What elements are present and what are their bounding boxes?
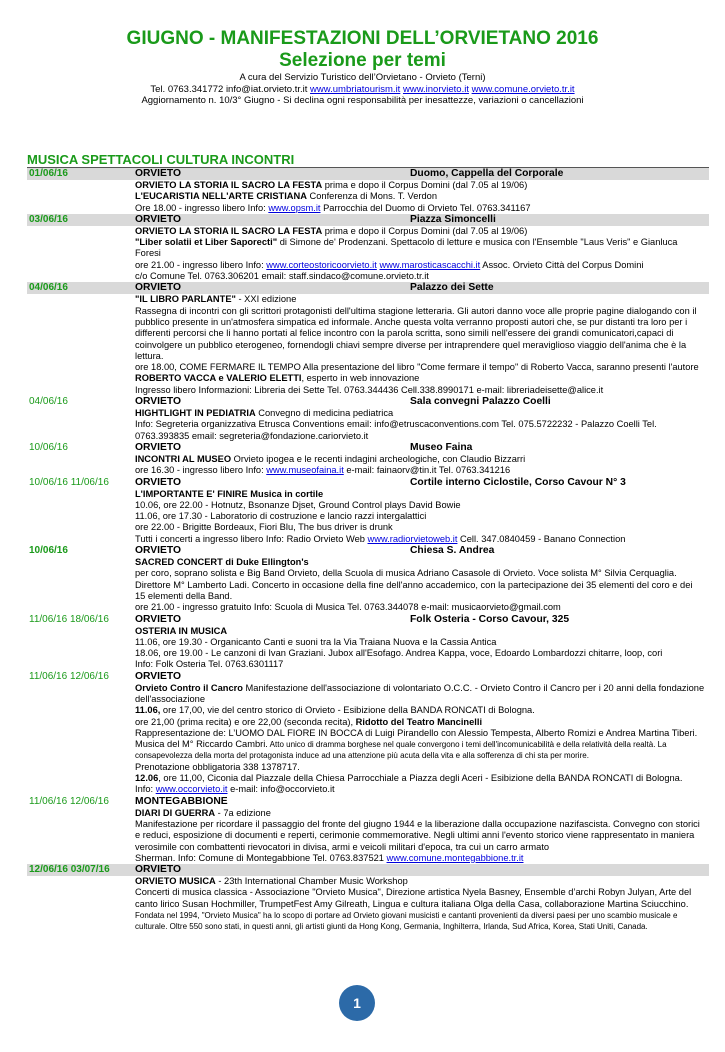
event-text: 11.06, ore 19.30 - Organicanto Canti e suoni tra la Via Traiana Nuova e la Cassia Antica xyxy=(135,636,497,647)
event-row xyxy=(27,396,709,442)
event-text: Info: xyxy=(135,784,156,795)
event-day: 11.06, xyxy=(135,705,161,716)
event-text: e-mail: info@occorvieto.it xyxy=(227,784,335,795)
event-date: 03/06/16 xyxy=(29,213,68,225)
event-city: ORVIETO xyxy=(135,396,181,408)
event-city: ORVIETO xyxy=(135,213,181,225)
event-text: ore 21.00 - ingresso libero Info: xyxy=(135,259,267,270)
link-inorvieto[interactable]: www.inorvieto.it xyxy=(402,83,469,95)
event-text: Parrocchia del Duomo di Orvieto Tel. 0763.341167 xyxy=(320,202,531,213)
event-city: ORVIETO xyxy=(135,545,181,557)
link-corteostorico[interactable]: www.corteostoricoorvieto.it xyxy=(266,259,377,270)
event-note: Fondata nel 1994, "Orvieto Musica" ha lo scopo di portare ad Orvieto giovani musicisti e cantanti provenienti da diversi paesi per uno scambio musicale e culturale. Oltre 550 sono stati, in questi anni, gli artisti giunti da Hong Kong, Germania, Inghilterra, Irlanda, Sud Africa, Korea, Stati Uniti, Canada. xyxy=(135,911,678,932)
event-venue: Sala convegni Palazzo Coelli xyxy=(410,396,551,408)
event-venue-inline: Ridotto del Teatro Mancinelli xyxy=(355,716,483,727)
event-text: ore 21,00 (prima recita) e ore 22,00 (seconda recita), xyxy=(135,716,356,727)
event-text: Cell. 347.0840459 - Banano Connection xyxy=(457,533,626,544)
event-text: c/o Comune Tel. 0763.306201 email: staff.sindaco@comune.orvieto.tr.it xyxy=(135,271,429,282)
event-city: ORVIETO xyxy=(135,670,181,682)
event-title: "Liber solatii et Liber Saporecti" xyxy=(135,237,278,248)
event-text: 10.06, ore 22.00 - Hotnutz, Bsonanze Djset, Ground Control plays David Bowie xyxy=(135,499,461,510)
event-row xyxy=(27,282,709,294)
event-text: Prenotazione obbligatoria 338 1378717. xyxy=(135,761,300,772)
event-subtitle: prima e dopo il Corpus Domini (dal 7.05 al 19/06) xyxy=(322,180,528,190)
contact-line xyxy=(0,84,725,96)
event-description: per coro, soprano solista e Big Band Orvieto, della Scuola di musica Adriano Casasole di Orvieto. Voce solista M° Silvia Cerquaglia. Direttore M° Lamberto Ladi. Concerto in occasione della fine dell'anno accademico, con la partecipazione dei 35 elementi del coro e dei 15 elementi della Band. xyxy=(135,568,693,601)
event-row xyxy=(27,167,709,180)
event-row xyxy=(27,214,709,226)
event-city: ORVIETO xyxy=(135,476,181,488)
event-row xyxy=(27,442,709,477)
event-note: Atto unico di dramma borghese nel quale convergono i temi dell'incomunicabilità e della relatività della realtà. La consapevolezza della morta del protagonista induce ad una attenzione più acuta della vita e alla sofferenza di chi sta per morire. xyxy=(135,740,667,761)
section-title: MUSICA SPETTACOLI CULTURA INCONTRI xyxy=(27,152,295,167)
event-venue: Cortile interno Ciclostile, Corso Cavour N° 3 xyxy=(410,476,626,488)
event-text: , esperto in web innovazione xyxy=(301,373,420,384)
event-title: Orvieto Contro il Cancro xyxy=(135,682,243,693)
event-row xyxy=(27,671,709,796)
event-date: 04/06/16 xyxy=(29,282,68,294)
event-city: ORVIETO xyxy=(135,168,181,179)
event-text: ore 22.00 - Brigitte Bordeaux, Fiori Blu, The bus driver is drunk xyxy=(135,522,393,533)
event-city: ORVIETO xyxy=(135,441,181,453)
event-description: Manifestazione per ricordare il passaggio del fronte del giugno 1944 e la liberazione dalla occupazione nazifascista. Convegno con storici e reduci, esposizione di documenti e reperti, cerimonie commemorative. Negli ultimi anni l'evento storico viene rappresentato in maniera verosimile con combattenti rievocatori in divisa, armi e veicoli militari d'epoca, tra cui un carro armato xyxy=(135,818,700,852)
link-comune-montegabbione[interactable]: www.comune.montegabbione.tr.it xyxy=(386,852,524,863)
event-details xyxy=(27,876,709,932)
event-text: ore 16.30 - ingresso libero Info: xyxy=(135,465,267,476)
event-text: Info: Folk Osteria Tel. 0763.6301117 xyxy=(135,659,284,670)
event-venue: Chiesa S. Andrea xyxy=(410,545,495,557)
event-title: ORVIETO LA STORIA IL SACRO LA FESTA xyxy=(135,225,323,236)
event-date: 12/06/16 03/07/16 xyxy=(29,864,110,876)
doc-subtitle: Selezione per temi xyxy=(279,50,446,71)
event-subtitle: Orvieto ipogea e le recenti indagini archeologiche, con Claudio Bizzarri xyxy=(231,453,526,464)
event-text: Sherman. Info: Comune di Montegabbione Tel. 0763.837521 xyxy=(135,852,387,863)
event-title: OSTERIA IN MUSICA xyxy=(135,625,228,636)
event-title: ORVIETO MUSICA xyxy=(135,876,216,887)
curator-line: A cura del Servizio Turistico dell’Orvietano - Orvieto (Terni) xyxy=(239,72,486,83)
link-umbriatourism[interactable]: www.umbriatourism.it xyxy=(310,83,401,95)
link-comune-orvieto[interactable]: www.comune.orvieto.tr.it xyxy=(471,83,575,95)
event-row xyxy=(27,545,709,613)
event-text: 11.06, ore 17.30 - Laboratorio di costruzione e lancio razzi intergalattici xyxy=(135,511,427,522)
event-subtitle: prima e dopo il Corpus Domini (dal 7.05 al 19/06) xyxy=(322,225,528,236)
event-date: 11/06/16 18/06/16 xyxy=(29,613,109,625)
event-venue: Museo Faina xyxy=(410,441,473,453)
event-details xyxy=(27,226,709,282)
event-text: , ore 11,00, Ciconia dal Piazzale della Chiesa Parrocchiale a Piazza degli Aceri - Esibizione della BANDA RONCATI di Bologna. xyxy=(158,773,683,784)
event-details xyxy=(27,294,709,396)
event-description: Concerti di musica classica - Associazione "Orvieto Musica", Direzione artistica Nyela Basney, Ensemble d’archi Robyn Julyan, Arte del canto lirico Susan Hochmiller, TrumpetFest Amy Gilreath, Lingua e cultura italiana Olga della Casa, collaborazione Martina Sciucchino. xyxy=(135,887,692,909)
event-text: Ingresso libero Informazioni: Libreria dei Sette Tel. 0763.344436 Cell.338.8990171 e-mail: libreriadeisette@alice.it xyxy=(135,384,604,395)
link-opsm[interactable]: www.opsm.it xyxy=(268,202,321,213)
event-date: 10/06/16 xyxy=(29,545,68,557)
event-city: MONTEGABBIONE xyxy=(135,795,228,807)
event-city: ORVIETO xyxy=(135,864,181,876)
event-text: Rappresentazione de: L’UOMO DAL FIORE IN BOCCA di Luigi Pirandello con Alessio Tempesta, Alberto Romizi e Andrea Martina Tiberi. Musica del M° Riccardo Cambri. xyxy=(135,727,698,750)
event-text: 18.06, ore 19.00 - Le canzoni di Ivan Graziani. Jubox all'Esofago. Andrea Kappa, voce, Edoardo Lombardozzi chitarre, loop, cori xyxy=(135,648,663,659)
event-text: ore 18.00, COME FERMARE IL TEMPO Alla presentazione del libro "Come fermare il tempo" di Roberto Vacca, saranno presenti l'autore xyxy=(135,362,699,373)
event-description: Rassegna di incontri con gli scrittori protagonisti dell'ultima stagione letteraria. Gli autori danno voce alle proprie pagine dialogando con il pubblico presente in un'atmosfera simpatica ed informale. Anche questa volta verranno proposti autori che, se pur distanti tra loro per i differenti percorsi che li hanno portati al felice incontro con la parola scritta, sono simili nell'essere dei grandi comunicatori,capaci di coinvolgere un pubblico eterogeneo, fornendogli chiavi sempre diverse per intraprendere quel meraviglioso viaggio dell'anima che è la lettura. xyxy=(135,305,697,361)
event-details xyxy=(27,180,709,214)
event-title: ORVIETO LA STORIA IL SACRO LA FESTA xyxy=(135,180,323,190)
event-subtitle: Manifestazione dell'associazione di volontariato O.C.C. - Orvieto Contro il Cancro per i 20 anni della fondazione dell'associazione xyxy=(135,682,705,704)
event-date: 10/06/16 11/06/16 xyxy=(29,476,109,488)
event-row xyxy=(27,477,709,545)
event-title: DIARI DI GUERRA xyxy=(135,807,216,818)
link-occorvieto[interactable]: www.occorvieto.it xyxy=(155,784,228,795)
event-venue: Palazzo dei Sette xyxy=(410,282,494,294)
event-subtitle: - 7a edizione xyxy=(215,807,271,818)
event-date: 04/06/16 xyxy=(29,396,68,408)
link-museofaina[interactable]: www.museofaina.it xyxy=(266,465,344,476)
event-row xyxy=(27,864,709,876)
event-subtitle: - 23th International Chamber Music Workshop xyxy=(215,876,408,887)
event-city: ORVIETO xyxy=(135,282,181,294)
event-day: 12.06 xyxy=(135,773,159,784)
event-text: ore 21.00 - ingresso gratuito Info: Scuola di Musica Tel. 0763.344078 e-mail: musicaorvieto@gmail.com xyxy=(135,602,561,613)
event-date: 10/06/16 xyxy=(29,441,68,453)
event-text: Tutti i concerti a ingresso libero Info: Radio Orvieto Web xyxy=(135,533,368,544)
event-title: L'IMPORTANTE E' FINIRE Musica in cortile xyxy=(135,488,324,499)
event-date: 11/06/16 12/06/16 xyxy=(29,670,109,682)
link-marosticascacchi[interactable]: www.marosticascacchi.it xyxy=(379,259,481,270)
event-title: INCONTRI AL MUSEO xyxy=(135,453,232,464)
link-radiorvietoweb[interactable]: www.radiorvietoweb.it xyxy=(367,533,458,544)
event-text: Assoc. Orvieto Città del Corpus Domini xyxy=(480,259,644,270)
event-guests: ROBERTO VACCA e VALERIO ELETTI xyxy=(135,373,302,384)
event-title: "IL LIBRO PARLANTE" xyxy=(135,294,236,305)
page-number-badge: 1 xyxy=(339,985,375,1021)
event-row xyxy=(27,796,709,864)
event-subtitle: Convegno di medicina pediatrica xyxy=(255,408,394,419)
event-text: ore 17,00, vie del centro storico di Orvieto - Esibizione della BANDA RONCATI di Bologna. xyxy=(160,705,535,716)
event-text: di Simone de' Prodenzani. Spettacolo di letture e musica con l'Ensemble "Laus Veris" e Gianluca Foresi xyxy=(135,237,678,259)
doc-title: GIUGNO - MANIFESTAZIONI DELL’ORVIETANO 2016 xyxy=(126,28,599,49)
event-venue: Piazza Simoncelli xyxy=(410,213,496,225)
event-title: SACRED CONCERT di Duke Ellington's xyxy=(135,557,309,568)
event-venue: Folk Osteria - Corso Cavour, 325 xyxy=(410,613,570,625)
event-title: L'EUCARISTIA NELL'ARTE CRISTIANA xyxy=(135,191,307,202)
event-title: HIGHTLIGHT IN PEDIATRIA xyxy=(135,408,256,419)
event-subtitle: - XXI edizione xyxy=(235,294,297,305)
event-row xyxy=(27,614,709,671)
event-text: Conferenza di Mons. T. Verdon xyxy=(306,191,437,202)
document-header xyxy=(0,28,725,107)
event-text: Ore 18.00 - ingresso libero Info: xyxy=(135,202,269,213)
event-date: 01/06/16 xyxy=(29,168,68,179)
events-table xyxy=(27,167,709,933)
update-line: Aggiornamento n. 10/3° Giugno - Si declina ogni responsabilità per inesattezze, variazioni o cancellazioni xyxy=(141,95,584,106)
event-text: Info: Segreteria organizzativa Etrusca Conventions email: info@etruscaconventions.com Tel. 075.5722232 - Palazzo Coelli Tel. 0763.393835 email: segreteria@fondazione.cariorvieto.it xyxy=(135,419,657,441)
event-text: e-mail: fainaorv@tin.it Tel. 0763.341216 xyxy=(343,465,511,476)
event-venue: Duomo, Cappella del Corporale xyxy=(410,168,564,179)
contact-tel: Tel. 0763.341772 info@iat.orvieto.tr.it xyxy=(150,83,311,95)
event-date: 11/06/16 12/06/16 xyxy=(29,795,109,807)
event-city: ORVIETO xyxy=(135,613,181,625)
